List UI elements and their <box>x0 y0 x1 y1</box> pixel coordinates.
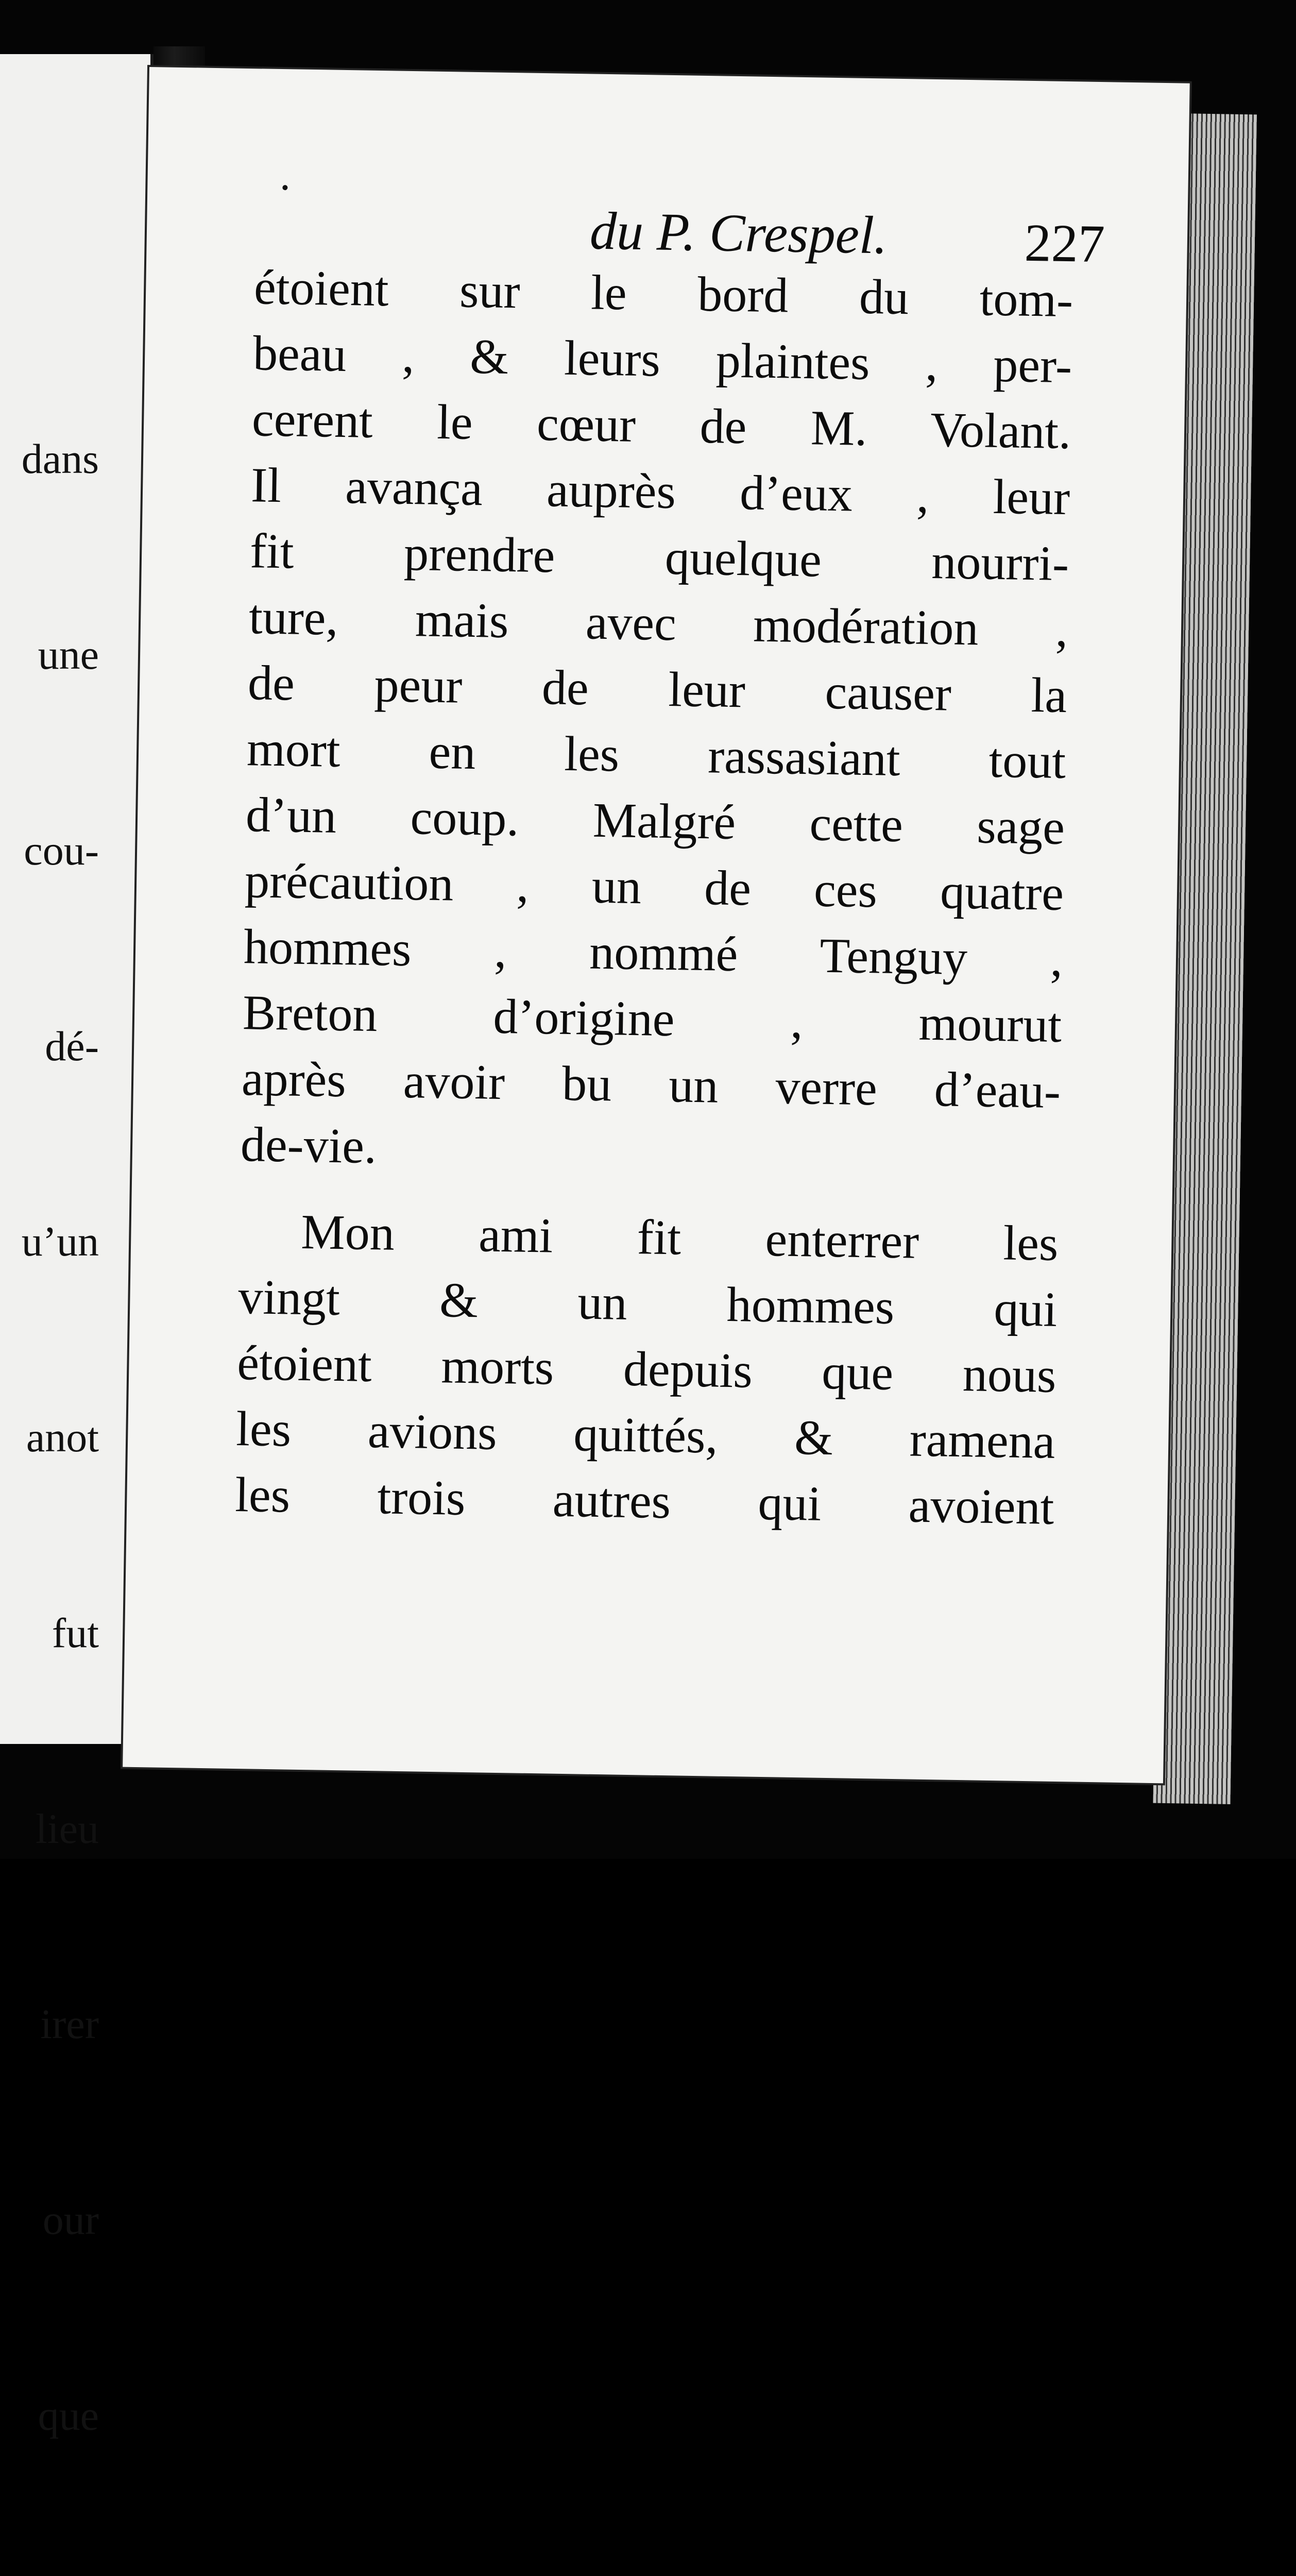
left-line: cou- <box>24 826 99 874</box>
paragraph <box>240 254 1073 1190</box>
text-line: fit prendre quelque nourri- <box>249 523 1069 591</box>
text-line: mort en les rassasiant tout <box>246 721 1066 789</box>
text-line: hommes , nommé Tenguy , <box>243 919 1063 987</box>
left-line: une <box>38 631 99 678</box>
text-line: après avoir bu un verre d’eau- <box>241 1050 1061 1119</box>
text-line: Il avança auprès d’eux , leur <box>250 457 1070 526</box>
text-line: étoient morts depuis que nous <box>236 1334 1057 1403</box>
left-line: lieu <box>36 1805 99 1852</box>
left-page-text-column <box>22 296 99 2576</box>
text-line: de peur de leur causer la <box>247 655 1067 723</box>
text-line: vingt & un hommes qui <box>237 1269 1058 1337</box>
paragraph <box>234 1198 1059 1540</box>
left-line: anot <box>26 1414 99 1461</box>
right-page <box>123 67 1190 1783</box>
text-line: Mon ami fit enterrer les <box>300 1204 1059 1271</box>
text-line: les avions quittés, & ramena <box>235 1400 1056 1469</box>
text-line: de-vie. <box>240 1116 377 1174</box>
left-line: our <box>42 2196 99 2244</box>
left-line: dé- <box>45 1022 99 1070</box>
text-line: d’un coup. Malgré cette sage <box>245 787 1065 855</box>
text-line: les trois autres qui avoient <box>234 1466 1055 1535</box>
ink-speck <box>282 185 287 190</box>
text-line: cerent le cœur de M. Volant. <box>251 391 1071 460</box>
page-number: 227 <box>1024 213 1105 274</box>
left-line: dans <box>21 435 99 483</box>
text-line: précaution , un de ces quatre <box>244 853 1064 921</box>
left-line: u’un <box>21 1218 99 1265</box>
text-line: Breton d’origine , mourut <box>242 985 1062 1053</box>
left-line: que <box>38 2392 99 2439</box>
left-line: fut <box>52 1609 99 1656</box>
text-line: étoient sur le bord du tom- <box>253 259 1073 328</box>
text-line: ture, mais avec modération , <box>248 589 1068 657</box>
left-line: irer <box>40 2001 99 2048</box>
body-text <box>234 254 1073 1540</box>
text-line: beau , & leurs plaintes , per- <box>252 325 1072 394</box>
running-head-title: du P. Crespel. <box>589 201 888 265</box>
